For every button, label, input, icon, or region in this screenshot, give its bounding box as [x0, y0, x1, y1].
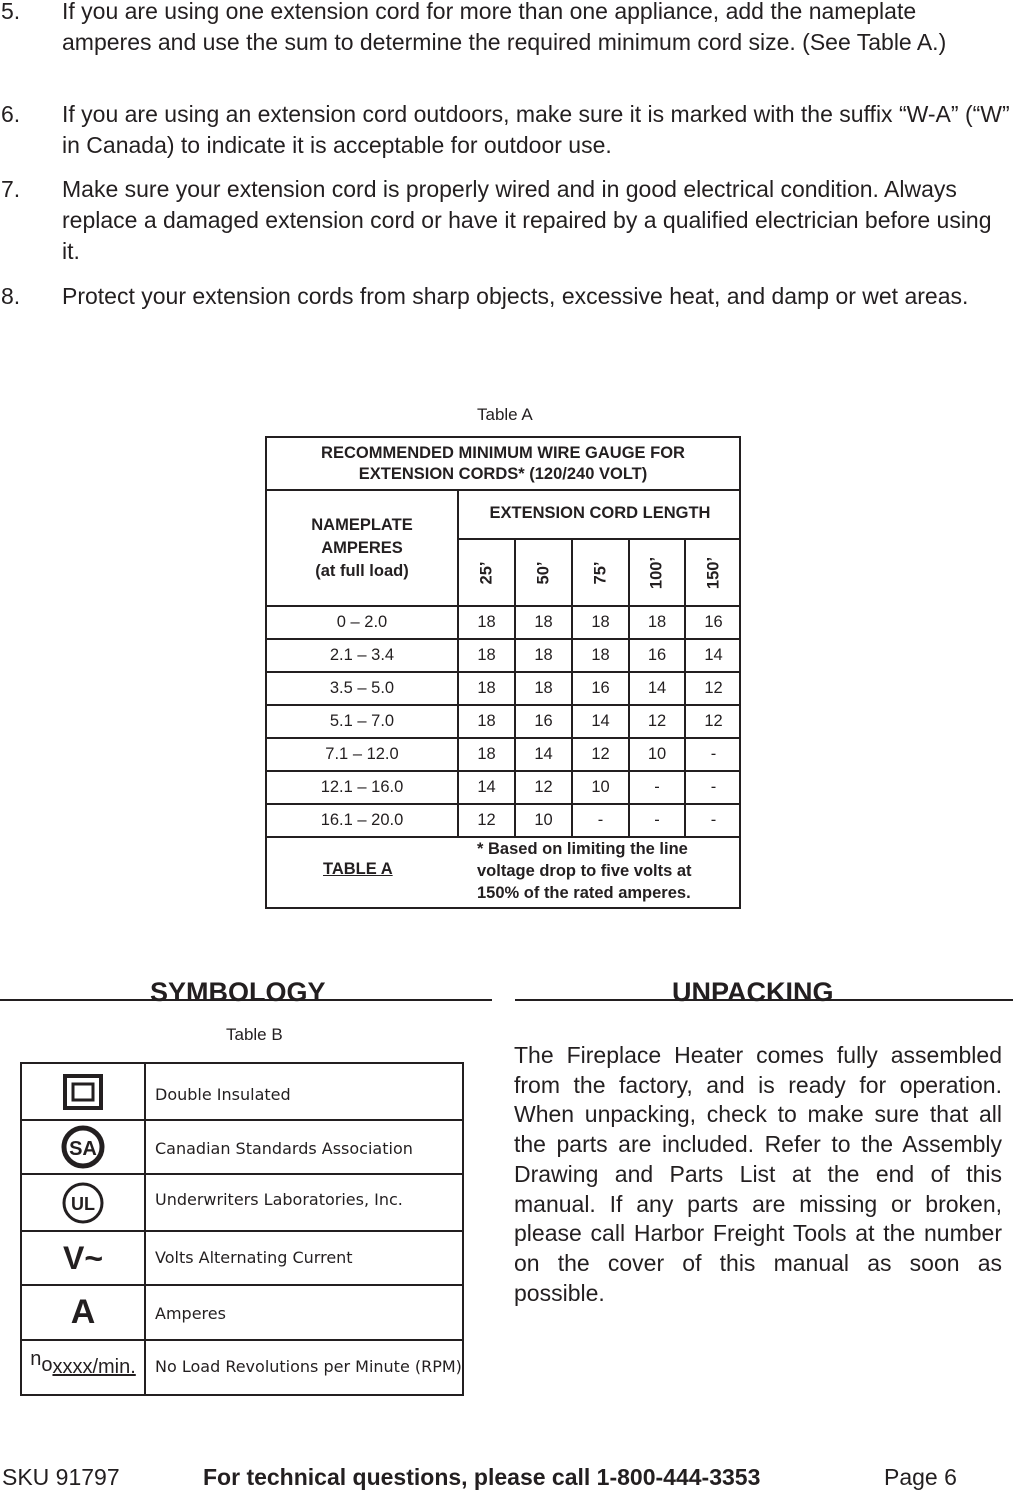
- symbol-glyph: xxxx/min.: [52, 1356, 136, 1378]
- unpacking-text: The Fireplace Heater comes fully assembled from the factory, and is ready for operation. When unpacking, check to make sure that all the parts are included. Refer to the Assembly Drawing and Parts List at the end of this manual. If any parts are missing or broken, please call Harbor Freight Tools at the number on the cover of this manual as soon as possible.: [514, 1042, 1002, 1306]
- symbol-glyph: V~: [62, 1239, 104, 1276]
- gauge-cell: -: [628, 805, 684, 836]
- table-row: [267, 739, 739, 770]
- gauge-cell: 12: [628, 706, 684, 737]
- amperes-range-cell: 0 – 2.0: [336, 613, 388, 631]
- instruction-number: 8.: [1, 283, 21, 309]
- amperes-range-cell: 5.1 – 7.0: [329, 712, 395, 730]
- volts-ac-icon: [22, 1232, 146, 1284]
- gauge-cell: 12: [457, 805, 514, 836]
- table-a-title: [267, 438, 739, 491]
- gauge-cell: 18: [628, 607, 684, 638]
- gauge-cell: 16: [571, 673, 628, 704]
- length-col-header: [628, 540, 684, 605]
- table-a-caption: Table A: [477, 405, 533, 424]
- gauge-cell: 16: [628, 640, 684, 671]
- extension-cord-length-header: EXTENSION CORD LENGTH: [457, 491, 741, 540]
- table-row: [267, 706, 739, 737]
- length-col-header: [514, 540, 571, 605]
- length-col-header: [571, 540, 628, 605]
- sku-label: SKU 91797: [2, 1464, 120, 1490]
- tech-support-line: For technical questions, please call 1-800-444-3353: [203, 1464, 761, 1490]
- wire-gauge-table: [265, 436, 741, 909]
- length-label: 50’: [534, 561, 552, 584]
- length-label: 25’: [477, 561, 495, 584]
- gauge-cell: 18: [457, 673, 514, 704]
- nameplate-amperes-header: [267, 491, 457, 605]
- gauge-cell: 14: [457, 772, 514, 803]
- amperes-range-cell: 7.1 – 12.0: [325, 745, 399, 763]
- table-b-caption: Table B: [226, 1025, 283, 1044]
- instruction-text: If you are using one extension cord for more than one appliance, add the nameplate amperes and use the sum to determine the required minimum cord size. (See Table A.): [62, 0, 947, 55]
- table-a-title-line: EXTENSION CORDS* (120/240 VOLT): [358, 465, 648, 483]
- table-row: [267, 805, 739, 836]
- symbology-row: [22, 1175, 462, 1230]
- gauge-cell: 18: [457, 739, 514, 770]
- gauge-cell: 18: [457, 607, 514, 638]
- gauge-cell: -: [684, 772, 741, 803]
- symbol-glyph: A: [70, 1293, 96, 1331]
- length-label: 100’: [647, 556, 666, 589]
- gauge-cell: 12: [571, 739, 628, 770]
- symbol-description: Canadian Standards Association: [155, 1139, 413, 1158]
- gauge-cell: 18: [514, 640, 571, 671]
- svg-text:SA: SA: [69, 1138, 97, 1160]
- instruction-text: If you are using an extension cord outdoors, make sure it is marked with the suffix “W-A” (“W” in Canada) to indicate it is acceptable for outdoor use.: [62, 101, 1010, 158]
- symbology-row: [22, 1232, 462, 1284]
- table-row: [267, 673, 739, 704]
- gauge-cell: 18: [571, 607, 628, 638]
- header-line: NAMEPLATE: [311, 515, 413, 534]
- gauge-cell: 18: [571, 640, 628, 671]
- gauge-cell: 18: [514, 607, 571, 638]
- instruction-number: 6.: [1, 101, 21, 127]
- double-insulated-icon: [22, 1064, 146, 1119]
- instruction-text: Make sure your extension cord is properly wired and in good electrical condition. Always replace a damaged extension cord or have it repaired by a qualified electrician before using it.: [62, 176, 992, 264]
- csa-icon: [22, 1121, 146, 1173]
- gauge-cell: 14: [628, 673, 684, 704]
- gauge-cell: 18: [457, 706, 514, 737]
- symbology-row: [22, 1121, 462, 1173]
- length-col-header: [684, 540, 741, 605]
- symbology-row: [22, 1341, 462, 1394]
- table-a-footnote: * Based on limiting the line voltage drop to five volts at 150% of the rated amperes.: [477, 840, 692, 902]
- gauge-cell: 10: [628, 739, 684, 770]
- symbol-description: Volts Alternating Current: [155, 1248, 353, 1267]
- unpacking-heading: UNPACKING: [672, 977, 834, 1007]
- symbol-description: Amperes: [155, 1304, 226, 1323]
- gauge-cell: 14: [571, 706, 628, 737]
- gauge-cell: -: [684, 739, 741, 770]
- amperes-range-cell: 16.1 – 20.0: [320, 811, 404, 829]
- header-line: (at full load): [315, 561, 409, 580]
- gauge-cell: 14: [514, 739, 571, 770]
- amperes-range-cell: 3.5 – 5.0: [329, 679, 395, 697]
- length-label: 75’: [591, 561, 609, 584]
- gauge-cell: -: [628, 772, 684, 803]
- gauge-cell: -: [571, 805, 628, 836]
- instruction-number: 7.: [1, 176, 21, 202]
- table-row: [267, 772, 739, 803]
- symbol-description: Underwriters Laboratories, Inc.: [155, 1190, 403, 1209]
- gauge-cell: 10: [571, 772, 628, 803]
- length-col-header: [457, 540, 514, 605]
- gauge-cell: 16: [684, 607, 741, 638]
- gauge-cell: 16: [514, 706, 571, 737]
- gauge-cell: 12: [514, 772, 571, 803]
- instruction-text: Protect your extension cords from sharp objects, excessive heat, and damp or wet areas.: [62, 283, 969, 309]
- gauge-cell: -: [684, 805, 741, 836]
- symbology-row: [22, 1064, 462, 1119]
- symbology-row: [22, 1286, 462, 1339]
- header-line: AMPERES: [321, 538, 403, 557]
- table-a-footer-label: TABLE A: [323, 860, 393, 878]
- symbology-heading: SYMBOLOGY: [150, 977, 326, 1007]
- symbol-description: No Load Revolutions per Minute (RPM): [155, 1357, 462, 1376]
- gauge-cell: 18: [514, 673, 571, 704]
- no-load-rpm-icon: noxxxx/min.: [22, 1341, 146, 1394]
- amperes-range-cell: 2.1 – 3.4: [329, 646, 395, 664]
- symbol-description: Double Insulated: [155, 1085, 291, 1104]
- page-number: Page 6: [884, 1464, 957, 1490]
- gauge-cell: 14: [684, 640, 741, 671]
- table-row: [267, 607, 739, 638]
- symbology-table: [20, 1062, 464, 1396]
- gauge-cell: 12: [684, 673, 741, 704]
- gauge-cell: 10: [514, 805, 571, 836]
- svg-text:UL: UL: [71, 1193, 95, 1214]
- table-row: [267, 640, 739, 671]
- table-a-title-line: RECOMMENDED MINIMUM WIRE GAUGE FOR: [321, 444, 685, 462]
- length-label: 150’: [704, 556, 722, 589]
- amperes-range-cell: 12.1 – 16.0: [320, 778, 404, 796]
- gauge-cell: 18: [457, 640, 514, 671]
- amperes-icon: [22, 1286, 146, 1339]
- gauge-cell: 12: [684, 706, 741, 737]
- instruction-number: 5.: [1, 0, 21, 24]
- ul-icon: [22, 1175, 146, 1230]
